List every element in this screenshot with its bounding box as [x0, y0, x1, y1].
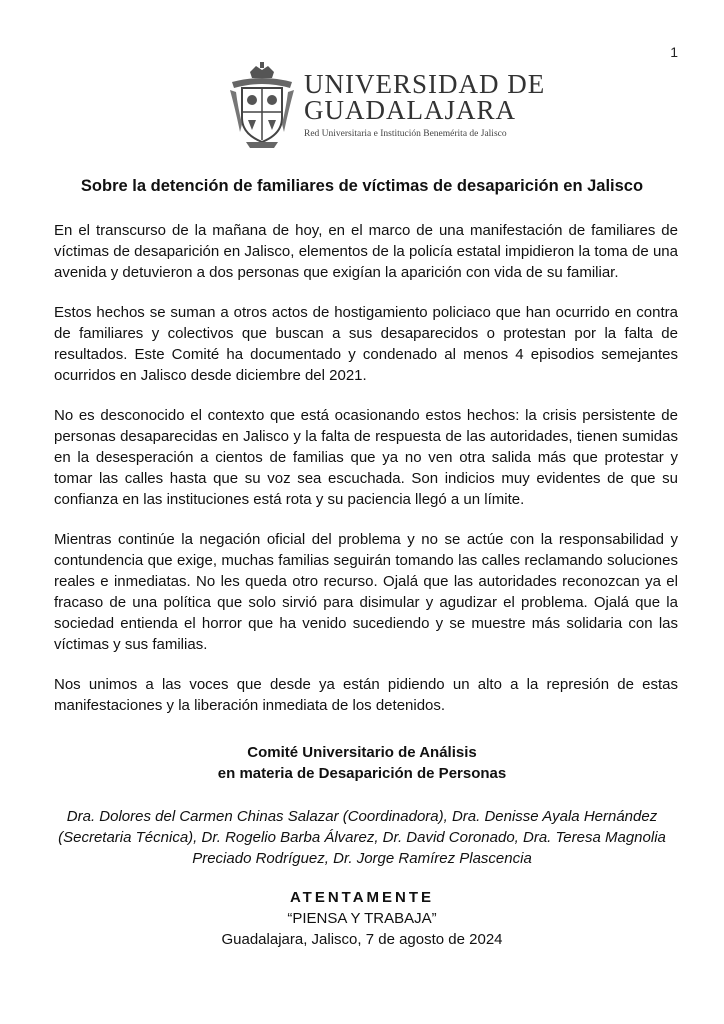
committee-line-1: Comité Universitario de Análisis — [247, 744, 477, 761]
page-number: 1 — [670, 44, 678, 60]
committee-members: Dra. Dolores del Carmen Chinas Salazar (Coordinadora), Dra. Denisse Ayala Hernández (Secretaria Técnica), Dr. Rogelio Barba Álvarez, Dr. David Coronado, Dra. Teresa Magnolia Preciado Rodríguez, Dr. Jorge Ramírez Plascencia — [58, 808, 666, 867]
salutation: ATENTAMENTE — [289, 889, 435, 906]
committee-name — [0, 742, 724, 784]
paragraph-4: Mientras continúe la negación oficial del problema y no se actúe con la responsabilidad y contundencia que exige, muchas familias seguirán tomando las calles reclamando soluciones reales e inmediatas. No les queda otro recurso. Ojalá que las autoridades reconozcan ya el fracaso de una política que solo sirvió para disimular y agudizar el problema. Ojalá que la sociedad entienda el horror que ha venido sucediendo y se muestre más solidaria con las víctimas y sus familias. — [54, 531, 678, 653]
place-date: Guadalajara, Jalisco, 7 de agosto de 2024 — [221, 931, 503, 948]
motto: “PIENSA Y TRABAJA” — [287, 910, 437, 927]
paragraph-3: No es desconocido el contexto que está ocasionando estos hechos: la crisis persistente de personas desaparecidas en Jalisco y la falta de respuesta de las autoridades, tienen sumidas en la desesperación a cientos de familias que ya no ven otra salida más que protestar y tomar las calles hasta que su voz sea escuchada. Son indicios muy evidentes de que su confianza en las instituciones está rota y su paciencia llegó a un límite. — [54, 407, 678, 508]
paragraph-2: Estos hechos se suman a otros actos de hostigamiento policiaco que han ocurrido en contra de familiares y colectivos que buscan a sus desaparecidos o protestan por la falta de resultados. Este Comité ha documentado y condenado al menos 4 episodios semejantes ocurridos en Jalisco desde diciembre del 2021. — [54, 304, 678, 384]
university-crest-icon — [226, 62, 298, 148]
logo-line-1: UNIVERSIDAD DE — [304, 69, 546, 99]
university-logo — [226, 62, 545, 148]
logo-line-2: GUADALAJARA — [304, 95, 516, 125]
document-title: Sobre la detención de familiares de víctimas de desaparición en Jalisco — [80, 177, 644, 195]
logo-subtitle: Red Universitaria e Institución Benemérita de Jalisco — [304, 129, 507, 139]
closing-block — [0, 887, 724, 950]
paragraph-5: Nos unimos a las voces que desde ya están pidiendo un alto a la represión de estas manifestaciones y la liberación inmediata de los detenidos. — [54, 676, 678, 714]
committee-line-2: en materia de Desaparición de Personas — [217, 765, 507, 782]
document-body — [54, 220, 678, 735]
paragraph-1: En el transcurso de la mañana de hoy, en el marco de una manifestación de familiares de víctimas de desaparición en Jalisco, elementos de la policía estatal impidieron la toma de una avenida y detuvieron a dos personas que exigían la aparición con vida de su familiar. — [54, 222, 678, 281]
